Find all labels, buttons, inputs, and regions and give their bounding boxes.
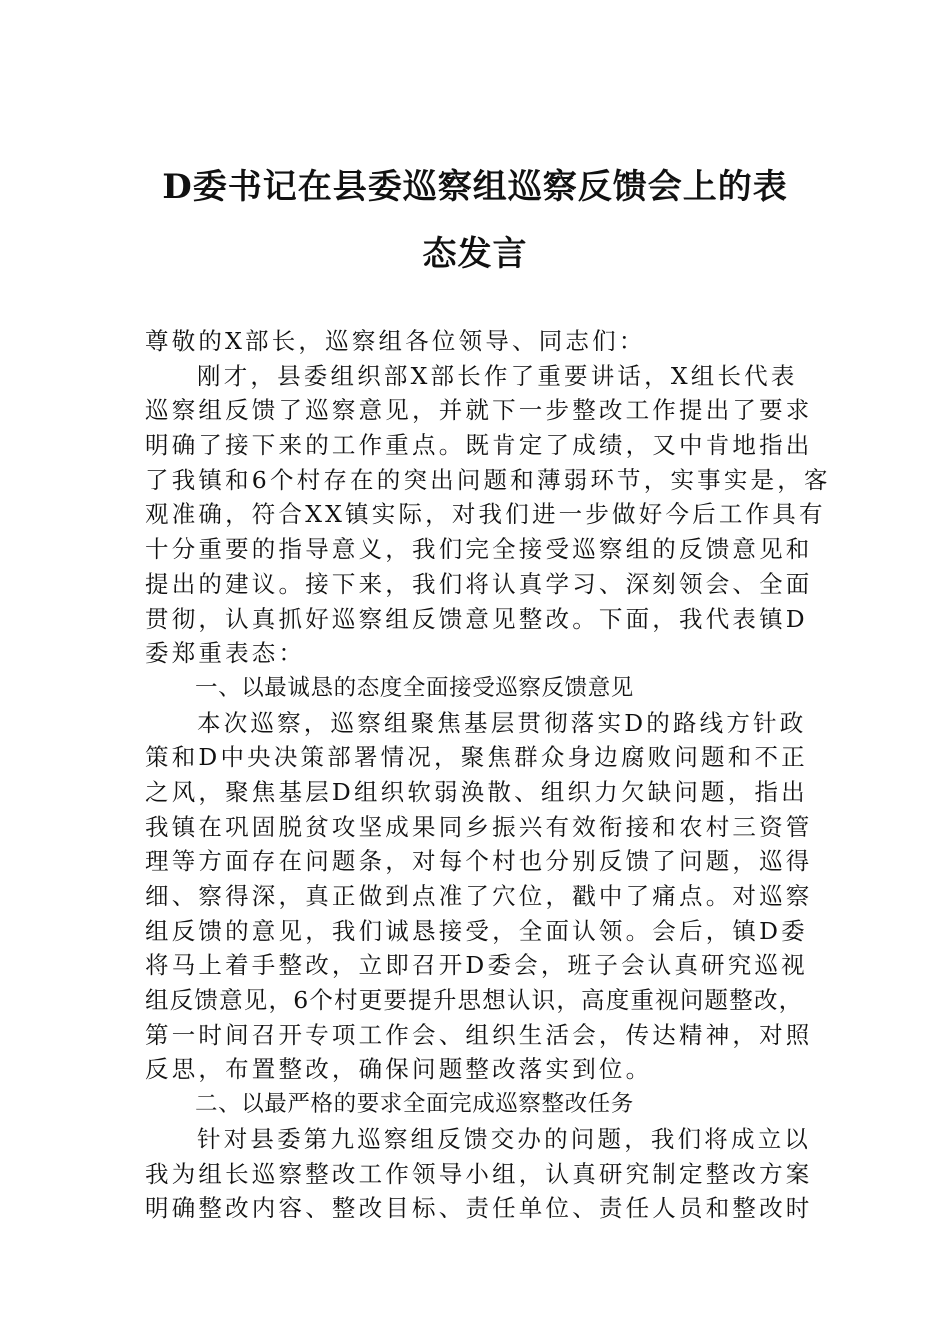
paragraph-line: 组反馈意见，6个村更要提升思想认识，高度重视问题整改， <box>145 986 804 1015</box>
document-title-line-2: 态发言 <box>422 234 528 274</box>
section-heading: 一、以最诚恳的态度全面接受巡察反馈意见 <box>195 674 634 701</box>
document-title-line-1: D委书记在县委巡察组巡察反馈会上的表 <box>162 167 788 207</box>
paragraph-line: 细、察得深，真正做到点准了穴位，戳中了痛点。对巡察 <box>145 882 813 910</box>
paragraph-line: 第一时间召开专项工作会、组织生活会，传达精神，对照 <box>145 1020 813 1049</box>
document-body <box>145 324 831 1226</box>
paragraph-line: 贯彻，认真抓好巡察组反馈意见整改。下面，我代表镇D <box>145 604 808 633</box>
paragraph-line: 了我镇和6个村存在的突出问题和薄弱环节，实事实是，客 <box>145 465 831 494</box>
paragraph-line: 委郑重表态： <box>145 639 306 668</box>
paragraph-line: 策和D中央决策部署情况，聚焦群众身边腐败问题和不正 <box>145 743 808 772</box>
paragraph-line: 针对县委第九巡察组反馈交办的问题，我们将成立以 <box>197 1124 812 1153</box>
paragraph-line: 我为组长巡察整改工作领导小组，认真研究制定整改方案 <box>145 1159 813 1188</box>
paragraph-line: 将马上着手整改，立即召开D委会，班子会认真研究巡视 <box>145 951 808 980</box>
section-heading: 二、以最严格的要求全面完成巡察整改任务 <box>195 1091 634 1118</box>
paragraph-line: 尊敬的X部长，巡察组各位领导、同志们： <box>145 327 646 355</box>
paragraph-line: 理等方面存在问题条，对每个村也分别反馈了问题，巡得 <box>145 847 813 876</box>
paragraph-line: 之风，聚焦基层D组织软弱涣散、组织力欠缺问题，指出 <box>145 777 808 806</box>
paragraph-line: 我镇在巩固脱贫攻坚成果同乡振兴有效衔接和农村三资管 <box>145 812 813 841</box>
paragraph-line: 明确整改内容、整改目标、责任单位、责任人员和整改时 <box>145 1194 813 1223</box>
paragraph-line: 本次巡察，巡察组聚焦基层贯彻落实D的路线方针政 <box>197 708 807 737</box>
paragraph-line: 巡察组反馈了巡察意见，并就下一步整改工作提出了要求 <box>145 396 813 425</box>
paragraph-line: 组反馈的意见，我们诚恳接受，全面认领。会后，镇D委 <box>145 916 808 945</box>
paragraph-line: 反思，布置整改，确保问题整改落实到位。 <box>145 1055 653 1084</box>
paragraph-line: 明确了接下来的工作重点。既肯定了成绩，又中肯地指出 <box>145 431 813 460</box>
paragraph-line: 刚才，县委组织部X部长作了重要讲话，X组长代表 <box>197 361 798 390</box>
paragraph-line: 提出的建议。接下来，我们将认真学习、深刻领会、全面 <box>145 569 813 598</box>
paragraph-line: 十分重要的指导意义，我们完全接受巡察组的反馈意见和 <box>145 535 813 564</box>
paragraph-line: 观准确，符合XX镇实际，对我们进一步做好今后工作具有 <box>145 500 826 529</box>
